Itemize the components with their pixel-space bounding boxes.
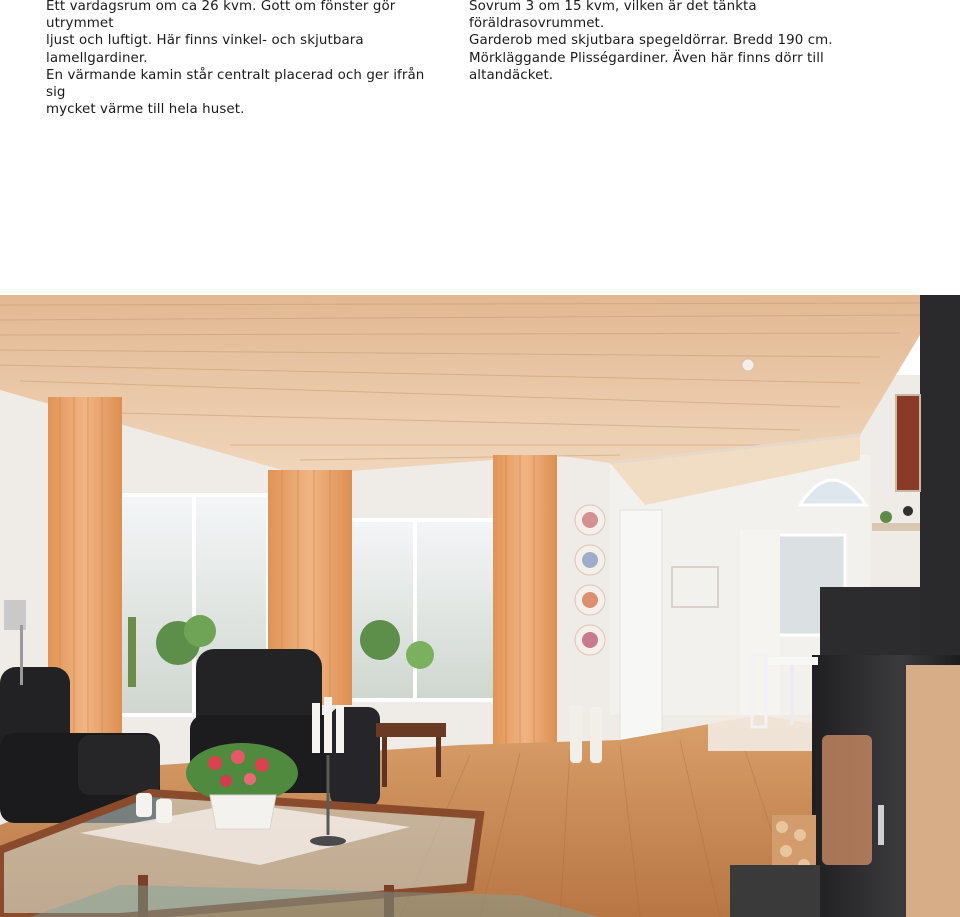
- stove-top: [820, 587, 920, 657]
- corner-shelf: [872, 523, 920, 531]
- curtain-mid-right: [493, 455, 557, 755]
- sheer-curtain: [620, 510, 662, 740]
- caption-bedroom: Sovrum 3 om 15 kvm, vilken är det tänkta föräldrasovrummet. Garderob med skjutbara spegeldörrar. Bredd 190 cm. Mörkläggande Plisségardiner. Även här finns dörr till altandäcket.: [469, 0, 833, 83]
- caption-living-room: Ett vardagsrum om ca 26 kvm. Gott om fönster gör utrymmet ljust och luftigt. Här finns vinkel- och skjutbara lamellgardiner. En värmande kamin står centralt placerad och ger ifrån sig mycket värme till hela huset.: [46, 0, 425, 118]
- center-window: [350, 520, 495, 700]
- rug-back-room: [708, 715, 818, 751]
- wall-painting: [896, 395, 920, 491]
- living-room-photo: [0, 295, 960, 917]
- stove-chimney: [920, 295, 960, 665]
- ceiling-light: [742, 359, 754, 371]
- stove-glass-door: [822, 735, 872, 865]
